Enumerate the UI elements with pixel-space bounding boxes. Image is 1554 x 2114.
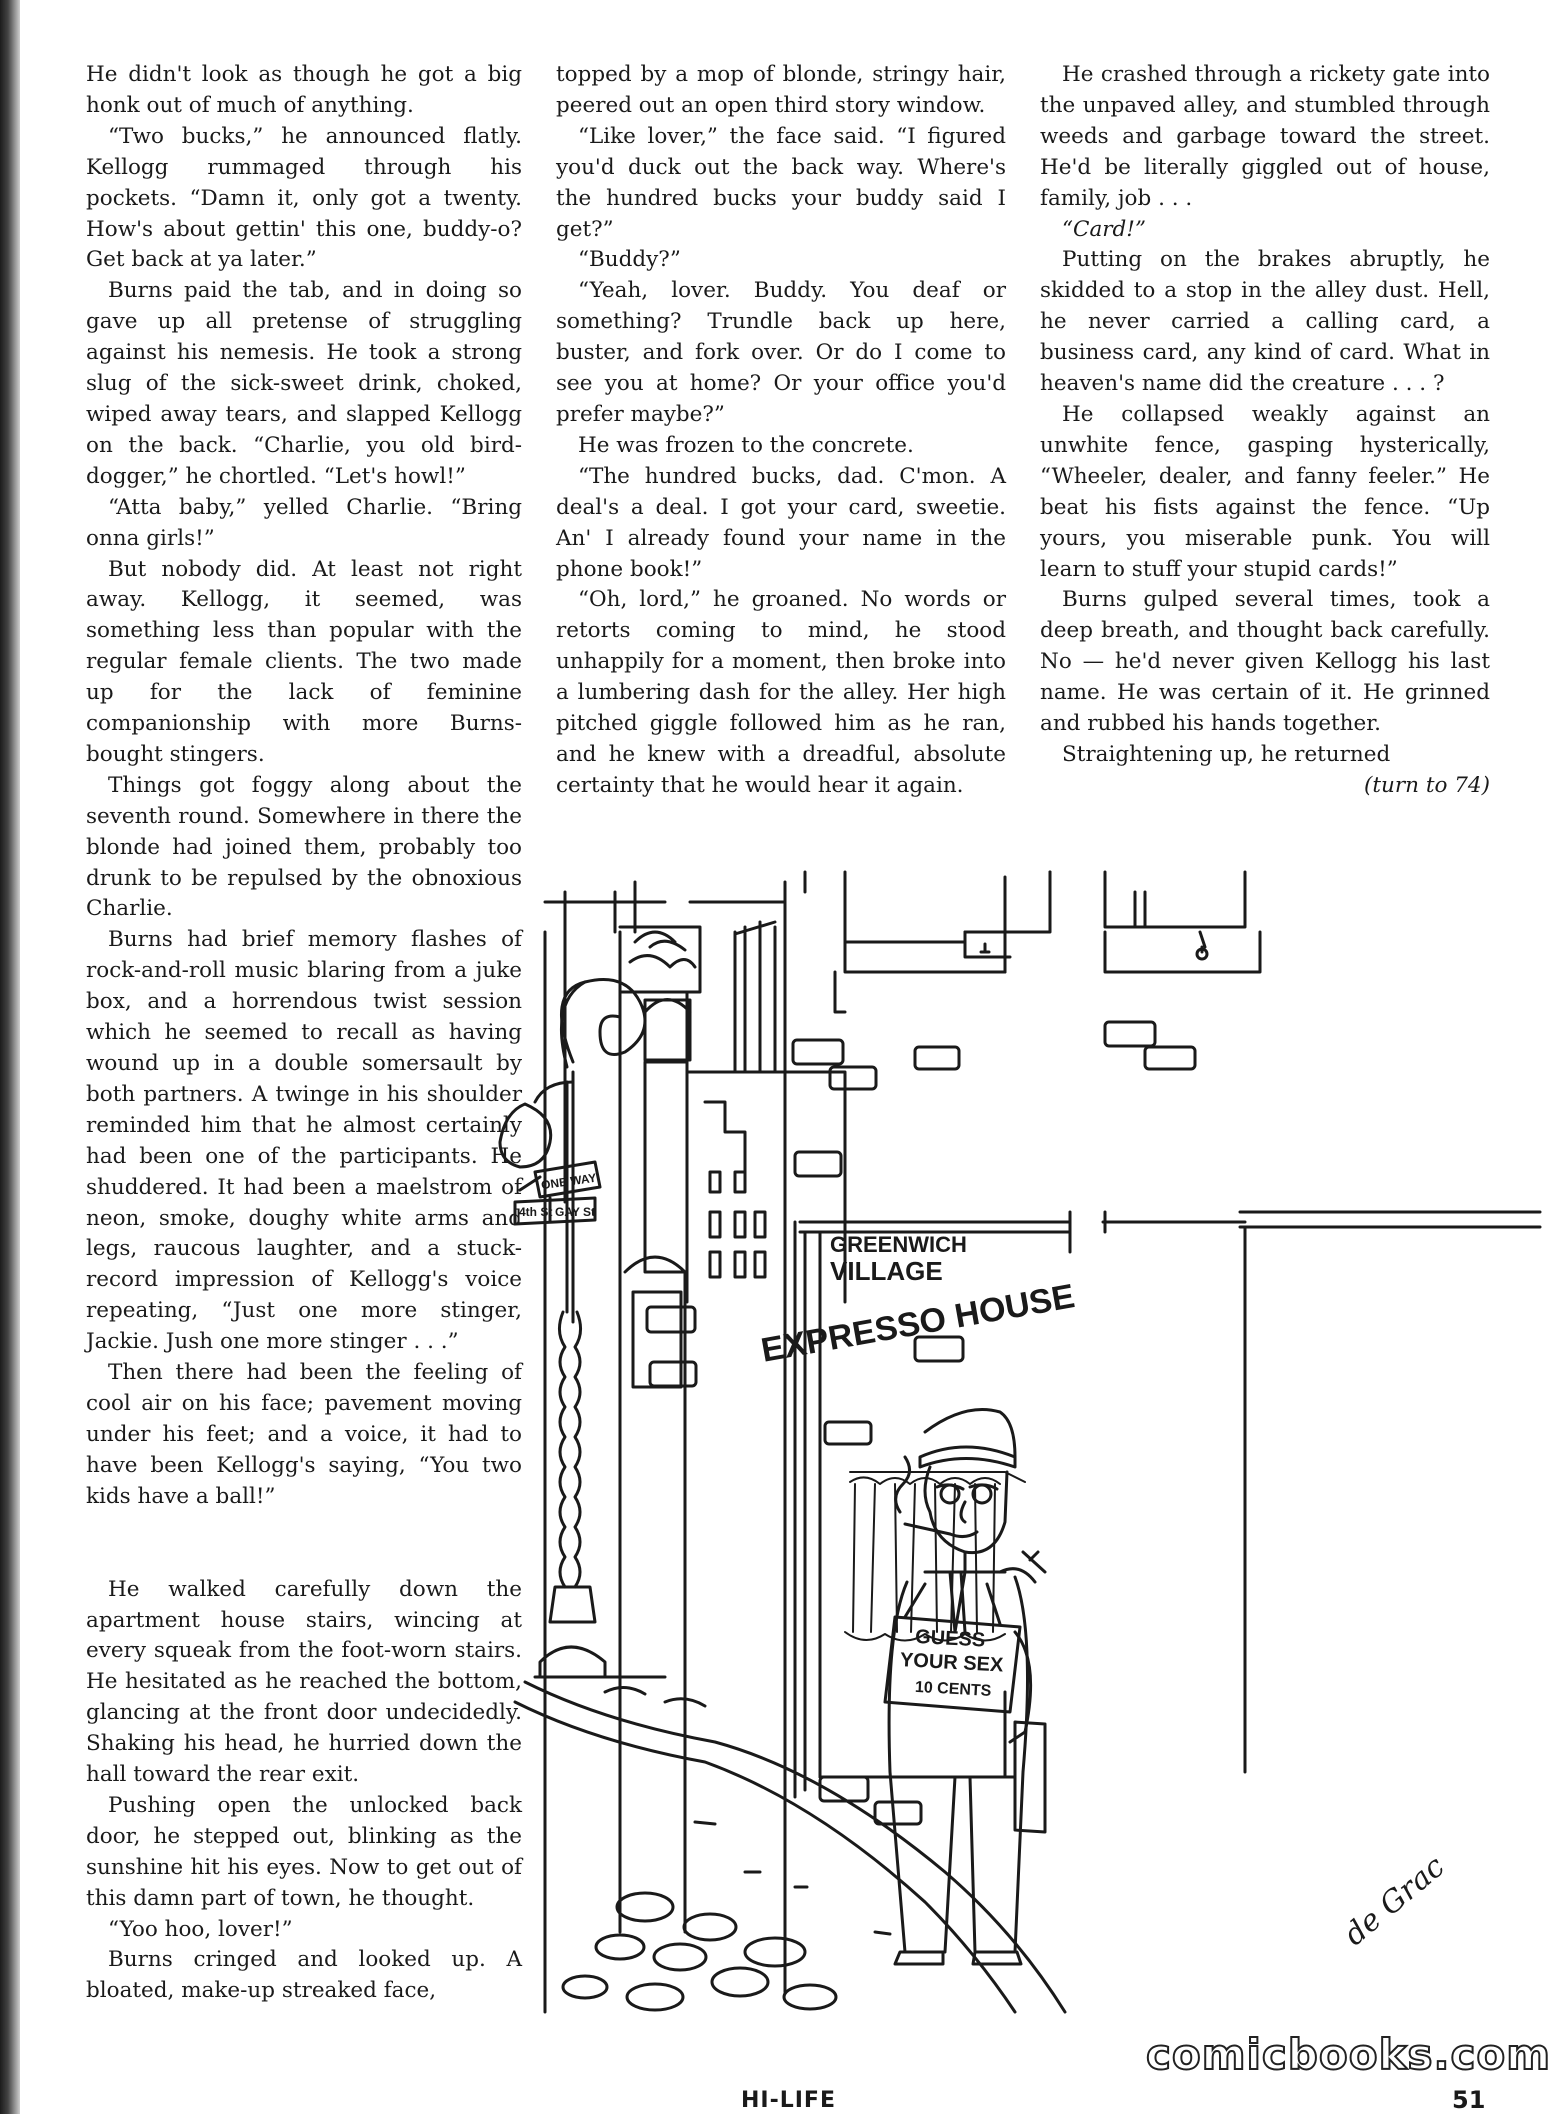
paragraph: topped by a mop of blonde, stringy hair, peered out an open third story window. bbox=[556, 62, 1006, 118]
paragraph: Straightening up, he returned bbox=[1062, 741, 1391, 767]
paragraph: He was frozen to the concrete. bbox=[578, 432, 914, 458]
paragraph: “Yeah, lover. Buddy. You deaf or something? Trundle back up here, buster, and fork over. Or do I come to see you at home? Or your office you'd prefer maybe?” bbox=[556, 278, 1006, 427]
paragraph: He collapsed weakly against an unwhite fence, gasping hysterically, “Wheeler, dealer, and fanny feeler.” He beat his fists against the fence. “Up yours, you miserable punk. You will learn to stuff your stupid cards!” bbox=[1040, 401, 1490, 582]
paragraph: “Like lover,” the face said. “I figured you'd duck out the back way. Where's the hundred bucks your buddy said I get?” bbox=[556, 123, 1006, 242]
paragraph: Things got foggy along about the seventh round. Somewhere in there the blonde had joined them, probably too drunk to be repulsed by the obnoxious Charlie. bbox=[86, 772, 522, 922]
sign-line-village: VILLAGE bbox=[830, 1256, 943, 1286]
continued-marker: (turn to 74) bbox=[1364, 772, 1490, 798]
article-column-2 bbox=[556, 60, 1006, 802]
sign-line-greenwich: GREENWICH bbox=[830, 1232, 967, 1257]
artist-signature: de Grac bbox=[1337, 1849, 1452, 1953]
paragraph: Burns paid the tab, and in doing so gave up all pretense of struggling against his nemesis. He took a strong slug of the sick-sweet drink, choked, wiped away tears, and slapped Kellogg on the back. “Charlie, you old bird-dogger,” he chortled. “Let's howl!” bbox=[86, 278, 522, 489]
paragraph: “Two bucks,” he announced flatly. Kellogg rummaged through his pockets. “Damn it, only got a twenty. How's about gettin' this one, buddy-o? Get back at ya later.” bbox=[86, 123, 522, 273]
paragraph: He didn't look as though he got a big honk out of much of anything. bbox=[86, 62, 522, 118]
paragraph: “Buddy?” bbox=[578, 247, 681, 273]
paragraph: Burns had brief memory flashes of rock-and-roll music blaring from a juke box, and a horrendous twist session which he seemed to recall as having wound up in a double somersault by both partners. A twinge in his shoulder reminded him that he almost certainly had been one of the participants. He shuddered. It had been a maelstrom of neon, smoke, doughy white arms and legs, raucous laughter, and a stuck-record impression of Kellogg's voice repeating, “Just one more stinger, Jackie. Jush one more stinger . . .” bbox=[86, 927, 522, 1355]
upper-windows bbox=[835, 872, 1260, 1012]
paragraph: Burns cringed and looked up. A bloated, make-up streaked face, bbox=[86, 1947, 522, 2004]
paragraph: But nobody did. At least not right away. Kellogg, it seemed, was something less than popular with the regular female clients. The two made up for the lack of feminine companionship with more Burns-bought stingers. bbox=[86, 556, 522, 767]
paragraph: Putting on the brakes abruptly, he skidded to a stop in the alley dust. Hell, he never carried a calling card, a business card, any kind of card. What in heaven's name did the creature . . . ? bbox=[1040, 247, 1490, 397]
sidewalk bbox=[515, 1677, 1065, 2012]
watermark: comicbooks.com bbox=[1146, 2030, 1551, 2079]
background-buildings bbox=[545, 872, 845, 2012]
paragraph: “Atta baby,” yelled Charlie. “Bring onna girls!” bbox=[86, 494, 522, 551]
page-gutter-shadow bbox=[0, 0, 20, 2114]
cobblestones bbox=[563, 1893, 836, 2010]
street-sign-4th: 4th St bbox=[519, 1205, 553, 1219]
expresso-window bbox=[795, 1212, 1540, 1797]
paragraph: Burns gulped several times, took a deep breath, and thought back carefully. No — he'd never given Kellogg his last name. He was certain of it. He grinned and rubbed his hands together. bbox=[1040, 587, 1490, 737]
sign-line-expresso: EXPRESSO HOUSE bbox=[758, 1277, 1078, 1370]
placard-line-guess: GUESS bbox=[914, 1625, 986, 1652]
placard-line-cents: 10 CENTS bbox=[914, 1678, 992, 1700]
paragraph: Pushing open the unlocked back door, he stepped out, blinking as the sunshine hit his eyes. Now to get out of this damn part of town, he thought. bbox=[86, 1792, 522, 1911]
article-column-1 bbox=[86, 60, 522, 2007]
paragraph: “Oh, lord,” he groaned. No words or retorts coming to mind, he stood unhappily for a moment, then broke into a lumbering dash for the alley. Her high pitched giggle followed him as he ran, and he knew with a dreadful, absolute certainty that he would hear it again. bbox=[556, 587, 1006, 798]
paragraph: “The hundred bucks, dad. C'mon. A deal's a deal. I got your card, sweetie. An' I already found your name in the phone book!” bbox=[556, 463, 1006, 582]
placard-text bbox=[899, 1626, 1004, 1700]
page-number: 51 bbox=[1452, 2086, 1486, 2114]
article-column-3 bbox=[1040, 60, 1490, 802]
magazine-title: HI-LIFE bbox=[741, 2088, 836, 2113]
paragraph: He crashed through a rickety gate into the unpaved alley, and stumbled through weeds and garbage toward the street. He'd be literally giggled out of house, family, job . . . bbox=[1040, 62, 1490, 211]
paragraph: “Card!” bbox=[1062, 216, 1146, 242]
paragraph: “Yoo hoo, lover!” bbox=[108, 1916, 293, 1942]
street-sign-gay: GAY St bbox=[555, 1205, 596, 1219]
paragraph: He walked carefully down the apartment house stairs, wincing at every squeak from the foot-worn stairs. He hesitated as he reached the bottom, glancing at the front door undecidedly. Shaking his head, he hurried down the hall toward the rear exit. bbox=[86, 1576, 522, 1788]
cartoon-illustration bbox=[519, 872, 1540, 2012]
paragraph: Then there had been the feeling of cool air on his face; pavement moving under his feet; and a voice, it had to have been Kellogg's saying, “You two kids have a ball!” bbox=[86, 1360, 522, 1509]
placard-line-sex: YOUR SEX bbox=[899, 1649, 1004, 1677]
street-sign-oneway: ONE WAY bbox=[540, 1170, 598, 1193]
